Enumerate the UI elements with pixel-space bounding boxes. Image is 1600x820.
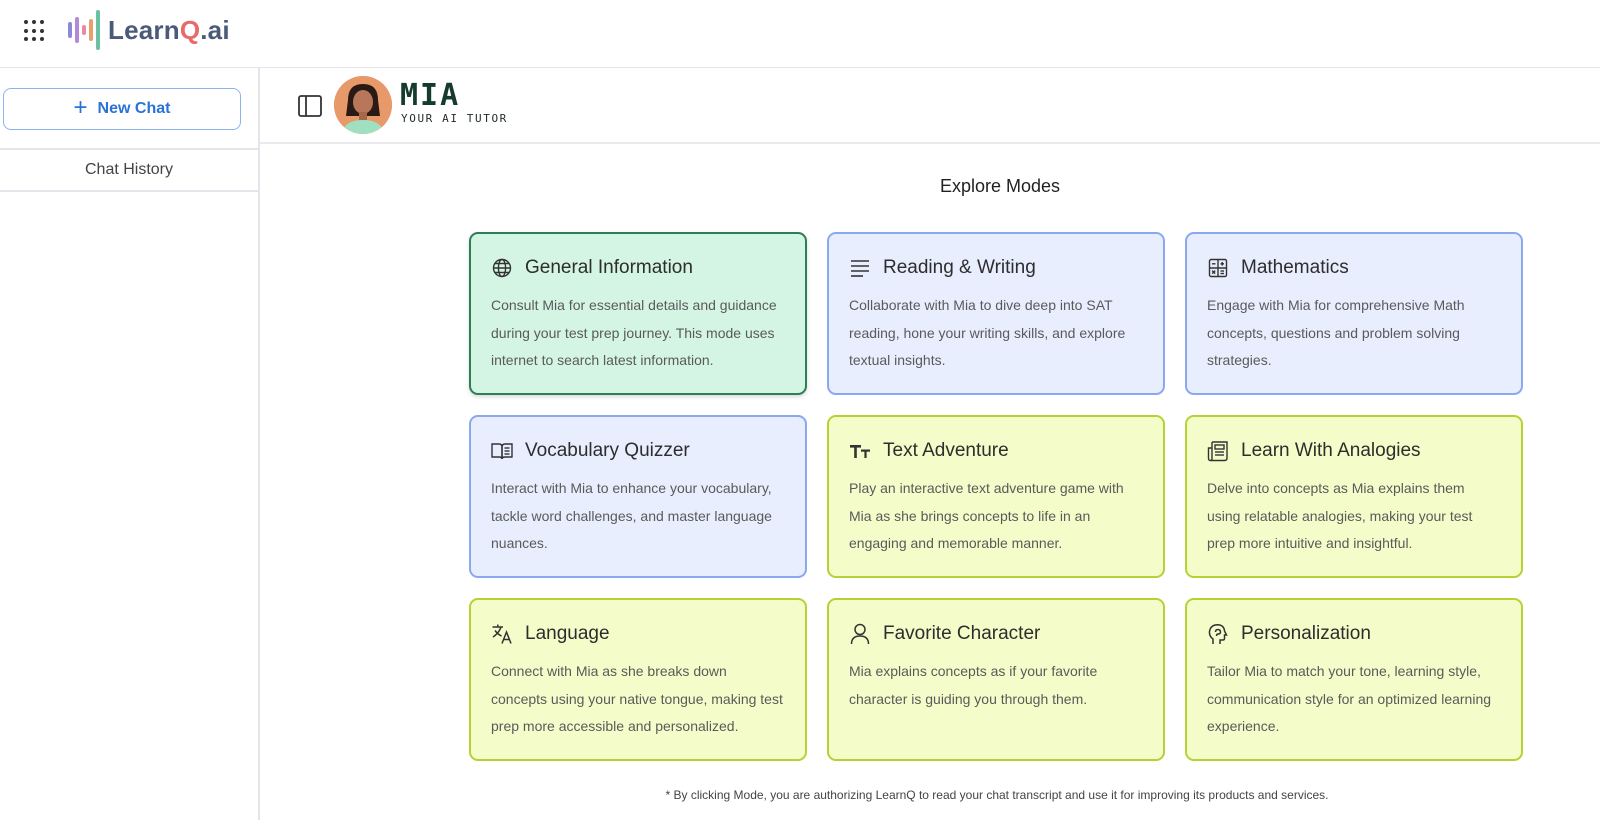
section-title: Explore Modes (939, 176, 1061, 196)
disclaimer-text: * By clicking Mode, you are authorizing LearnQ to read your chat transcript and use it for improving its products and services. (665, 788, 1329, 802)
mode-title: General Information (525, 257, 693, 278)
logo-bars-icon (68, 10, 100, 50)
chat-history-header[interactable]: Chat History (0, 148, 258, 192)
learnq-logo[interactable] (68, 9, 230, 51)
mode-title: Favorite Character (883, 623, 1041, 644)
lines-icon (849, 257, 871, 279)
mode-card-language[interactable] (469, 598, 807, 761)
new-chat-button[interactable] (3, 88, 241, 130)
plus-icon: + (73, 94, 88, 121)
mode-title: Text Adventure (883, 440, 1009, 461)
mode-title: Personalization (1241, 623, 1371, 644)
sidebar-toggle-icon[interactable] (298, 95, 322, 117)
book-icon (491, 440, 513, 462)
mode-description: Engage with Mia for comprehensive Math concepts, questions and problem solving strategies. (1207, 297, 1465, 368)
mode-card-favorite-character[interactable] (827, 598, 1165, 761)
modes-grid (469, 232, 1523, 761)
tutor-avatar (334, 76, 392, 134)
mode-card-mathematics[interactable] (1185, 232, 1523, 395)
tutor-header (260, 68, 1600, 144)
mode-title: Mathematics (1241, 257, 1349, 278)
sidebar (0, 68, 260, 820)
globe-icon (491, 257, 513, 279)
mode-card-learn-with-analogies[interactable] (1185, 415, 1523, 578)
mode-card-personalization[interactable] (1185, 598, 1523, 761)
mode-card-general-information[interactable] (469, 232, 807, 395)
mode-title: Reading & Writing (883, 257, 1036, 278)
person-icon (849, 623, 871, 645)
mode-description: Collaborate with Mia to dive deep into SAT reading, hone your writing skills, and explore textual insights. (849, 297, 1126, 368)
calculator-icon (1207, 257, 1229, 279)
mode-description: Play an interactive text adventure game with Mia as she brings concepts to life in an engaging and memorable manner. (849, 480, 1124, 551)
mode-title: Language (525, 623, 610, 644)
mode-title: Vocabulary Quizzer (525, 440, 690, 461)
news-icon (1207, 440, 1229, 462)
mode-description: Delve into concepts as Mia explains them using relatable analogies, making your test prep more intuitive and insightful. (1207, 480, 1473, 551)
mode-card-text-adventure[interactable] (827, 415, 1165, 578)
logo-text: LearnQ.ai (108, 14, 230, 45)
mode-description: Consult Mia for essential details and guidance during your test prep journey. This mode uses internet to search latest information. (491, 297, 777, 368)
head-icon (1207, 623, 1229, 645)
tutor-tagline: YOUR AI TUTOR (401, 112, 508, 125)
mode-description: Interact with Mia to enhance your vocabulary, tackle word challenges, and master language nuances. (491, 480, 772, 551)
mode-description: Mia explains concepts as if your favorite character is guiding you through them. (849, 663, 1098, 707)
mode-description: Connect with Mia as she breaks down concepts using your native tongue, making test prep more accessible and personalized. (491, 663, 783, 734)
mode-title: Learn With Analogies (1241, 440, 1421, 461)
translate-icon (491, 623, 513, 645)
tutor-name: MIA (400, 78, 461, 113)
top-bar (0, 0, 1600, 68)
text-size-icon (849, 440, 871, 462)
mode-description: Tailor Mia to match your tone, learning style, communication style for an optimized learning experience. (1207, 663, 1492, 734)
apps-grid-icon[interactable] (24, 20, 46, 42)
new-chat-label: New Chat (97, 100, 171, 117)
mode-card-reading-writing[interactable] (827, 232, 1165, 395)
mode-card-vocabulary-quizzer[interactable] (469, 415, 807, 578)
